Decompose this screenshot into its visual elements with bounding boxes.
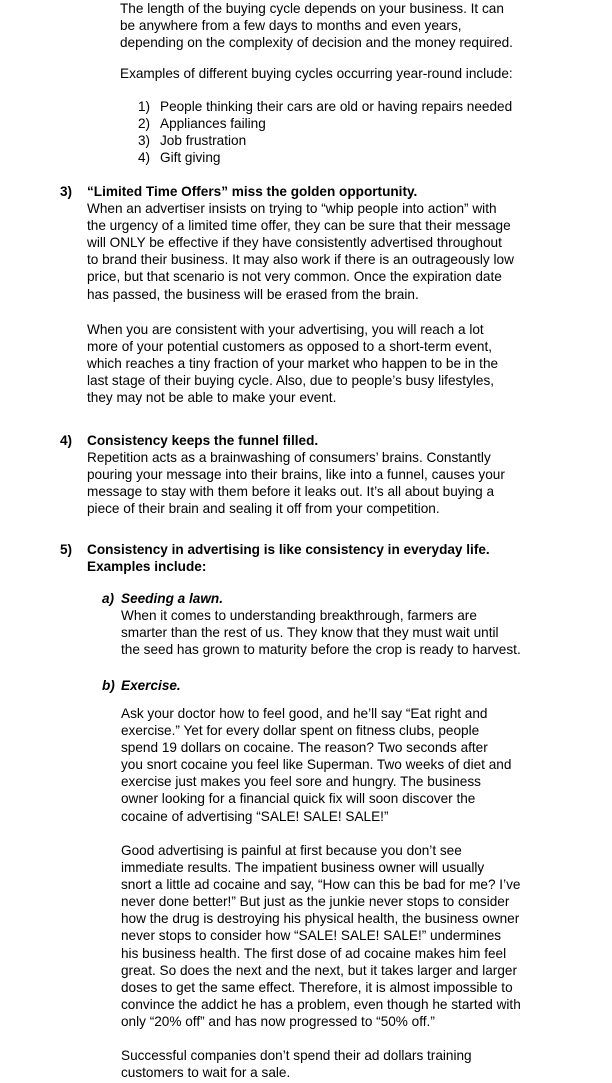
text-line: piece of their brain and sealing it off from your competition. (87, 501, 440, 517)
text-line: the urgency of a limited time offer, they can be sure that their message (87, 218, 511, 234)
section-heading: Consistency keeps the funnel filled. (87, 433, 319, 448)
text-line: snort a little ad cocaine and say, “How can this be bad for me? I’ve (121, 877, 521, 893)
text-line: When it comes to understanding breakthrough, farmers are (121, 608, 477, 624)
list-item: 1) People thinking their cars are old or having repairs needed (138, 99, 513, 114)
text-line: customers to wait for a sale. (121, 1065, 291, 1081)
section-3 (87, 183, 514, 303)
section-number: 5) (60, 542, 73, 557)
text-line: only “20% off” and has now progressed to “50% off.” (121, 1013, 435, 1029)
text-line: pouring your message into their brains, like into a funnel, causes your (87, 467, 505, 483)
text-line: price, but that scenario is not very common. Once the expiration date (87, 269, 502, 285)
text-line: The length of the buying cycle depends on your business. It can (120, 1, 504, 16)
text-line: doses to get the same effect. Therefore, it is almost impossible to (121, 979, 513, 995)
section-4 (87, 432, 505, 517)
section-3-paragraph-2 (87, 321, 498, 406)
section-number: 3) (60, 184, 73, 199)
section-heading: “Limited Time Offers” miss the golden opportunity. (87, 184, 418, 199)
intro-paragraph (120, 0, 513, 51)
list-item: 4) Gift giving (138, 150, 221, 166)
text-line: smarter than the rest of us. They know that they must wait until (121, 625, 499, 641)
text-line: great. So does the next and the next, but it takes larger and larger (121, 962, 517, 978)
text-line: they may not be able to make your event. (87, 390, 337, 406)
text-line: will ONLY be effective if they have consistently advertised throughout (87, 235, 502, 251)
text-line: Successful companies don’t spend their ad dollars training (121, 1048, 472, 1063)
subsection-b-paragraph-2 (121, 842, 521, 1030)
subsection-label: a) (102, 591, 115, 606)
text-line: the seed has grown to maturity before the crop is ready to harvest. (121, 642, 521, 658)
text-line: Ask your doctor how to feel good, and he’ll say “Eat right and (121, 706, 488, 721)
text-line: Repetition acts as a brainwashing of consumers’ brains. Constantly (87, 450, 491, 466)
subsection-label: b) (102, 678, 115, 693)
text-line: Good advertising is painful at first because you don’t see (121, 843, 462, 858)
subsection-heading: Seeding a lawn. (121, 591, 223, 606)
text-line: how the drug is destroying his physical health, the business owner (121, 911, 520, 927)
text-line: which reaches a tiny fraction of your market who happen to be in the (87, 356, 499, 372)
text-line: be anywhere from a few days to months and even years, (120, 18, 462, 34)
text-line: convince the addict he has a problem, even though he started with (121, 996, 521, 1012)
text-line: his business health. The first dose of ad cocaine makes him feel (121, 945, 507, 961)
text-line: message to stay with them before it leaks out. It’s all about buying a (87, 484, 495, 500)
text-line: never done better!” But just as the junkie never stops to consider (121, 894, 510, 910)
section-heading: Examples include: (87, 559, 207, 575)
text-line: owner looking for a financial quick fix will soon discover the (121, 791, 476, 807)
subsection-b (121, 677, 181, 694)
section-number: 4) (60, 433, 73, 448)
examples-lead: Examples of different buying cycles occurring year-round include: (120, 66, 513, 81)
text-line: cocaine of advertising “SALE! SALE! SALE!” (121, 808, 389, 824)
text-line: exercise just makes you feel sore and hungry. The business (121, 774, 481, 790)
text-line: never stops to consider how “SALE! SALE! SALE!” undermines (121, 928, 502, 944)
text-line: When you are consistent with your advertising, you will reach a lot (87, 322, 484, 337)
subsection-b-paragraph-3 (121, 1047, 472, 1081)
section-heading: Consistency in advertising is like consistency in everyday life. (87, 542, 490, 557)
subsection-heading: Exercise. (121, 678, 181, 693)
buying-cycle-list (138, 98, 512, 166)
list-item: 3) Job frustration (138, 133, 247, 149)
section-5 (87, 541, 490, 575)
subsection-a (121, 590, 521, 658)
text-line: last stage of their buying cycle. Also, due to people’s busy lifestyles, (87, 373, 495, 389)
text-line: depending on the complexity of decision and the money required. (120, 35, 513, 51)
text-line: more of your potential customers as opposed to a short-term event, (87, 339, 492, 355)
text-line: you snort cocaine you feel like Superman. Two weeks of diet and (121, 757, 512, 773)
text-line: spend 19 dollars on cocaine. The reason? Two seconds after (121, 740, 488, 756)
list-item: 2) Appliances failing (138, 116, 266, 132)
text-line: to brand their business. It may also work if there is an outrageously low (87, 252, 514, 268)
text-line: has passed, the business will be erased from the brain. (87, 286, 419, 302)
subsection-b-paragraph-1 (121, 705, 511, 825)
text-line: exercise.” Yet for every dollar spent on fitness clubs, people (121, 723, 480, 739)
text-line: immediate results. The impatient business owner will usually (121, 860, 485, 876)
text-line: When an advertiser insists on trying to “whip people into action” with (87, 201, 497, 217)
